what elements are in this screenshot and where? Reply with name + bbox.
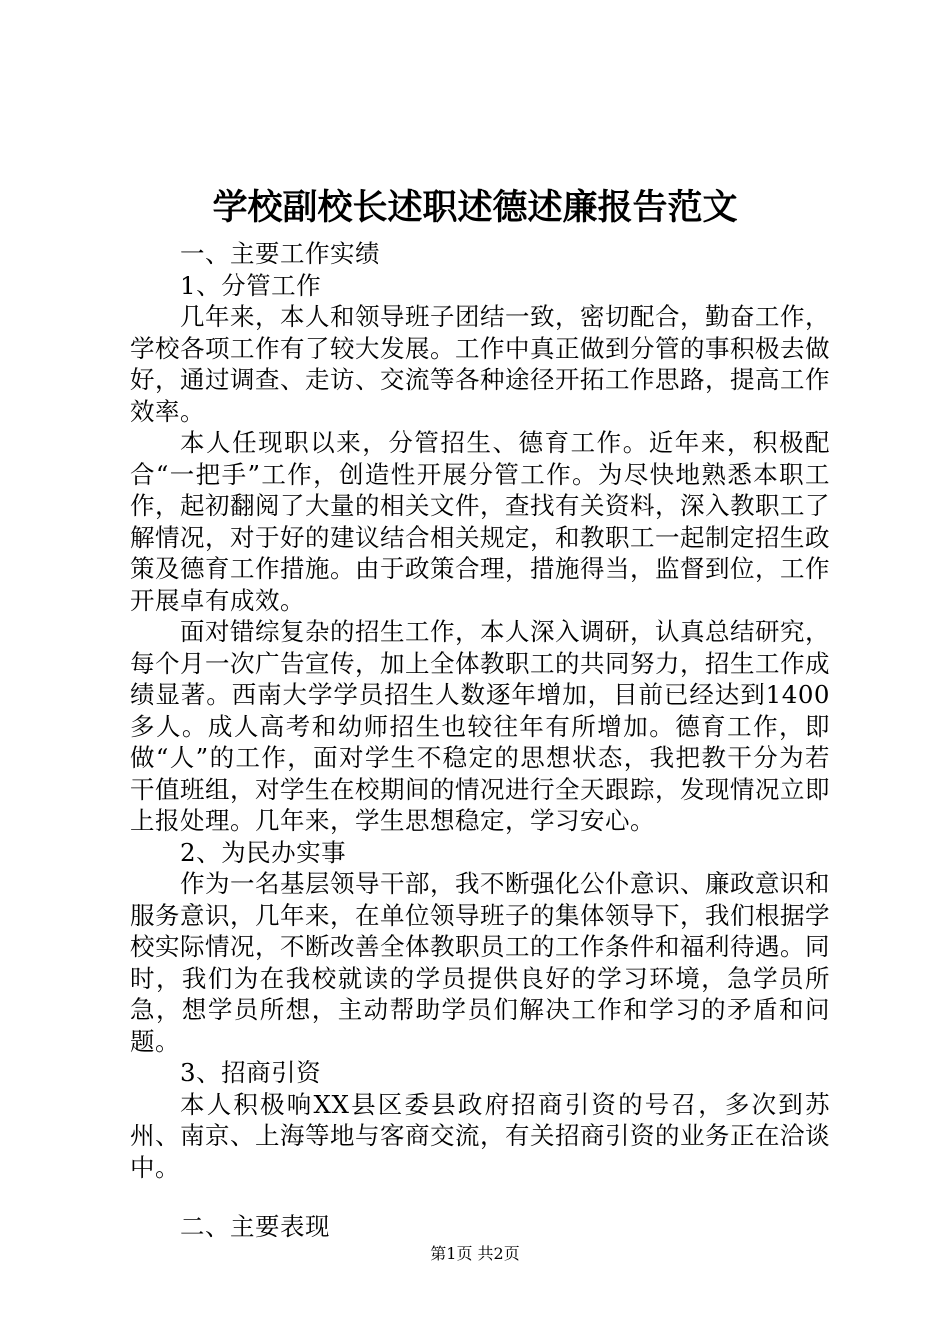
subsection-heading-investment: 3、招商引资 <box>180 1058 322 1087</box>
paragraph: 作为一名基层领导干部，我不断强化公仆意识、廉政意识和服务意识，几年来，在单位领导班子的集体领导下，我们根据学校实际情况，不断改善全体教职员工的工作条件和福利待遇。同时，我们为在我校就读的学员提供良好的学习环境，急学员所急，想学员所想，主动帮助学员们解决工作和学习的矛盾和问题。 <box>130 869 830 1056</box>
subsection-heading-practical-work: 2、为民办实事 <box>180 837 347 867</box>
paragraph-gap <box>130 1183 830 1211</box>
paragraph: 本人积极响XX县区委县政府招商引资的号召，多次到苏州、南京、上海等地与客商交流，有关招商引资的业务正在洽谈中。 <box>130 1089 830 1182</box>
section-heading-main-achievements: 一、主要工作实绩 <box>180 239 380 268</box>
section-heading-main-performance: 二、主要表现 <box>180 1212 330 1241</box>
document-body <box>130 238 830 1243</box>
document-title: 学校副校长述职述德述廉报告范文 <box>212 187 738 228</box>
paragraph: 几年来，本人和领导班子团结一致，密切配合，勤奋工作，学校各项工作有了较大发展。工作中真正做到分管的事积极去做好，通过调查、走访、交流等各种途径开拓工作思路，提高工作效率。 <box>130 302 830 426</box>
subsection-heading-managed-work: 1、分管工作 <box>180 270 322 300</box>
paragraph: 面对错综复杂的招生工作，本人深入调研，认真总结研究，每个月一次广告宣传，加上全体教职工的共同努力，招生工作成绩显著。西南大学学员招生人数逐年增加，目前已经达到1400多人。成人高考和幼师招生也较往年有所增加。德育工作，即做“人”的工作，面对学生不稳定的思想状态，我把教干分为若干值班组，对学生在校期间的情况进行全天跟踪，发现情况立即上报处理。几年来，学生思想稳定，学习安心。 <box>130 617 830 835</box>
paragraph: 本人任现职以来，分管招生、德育工作。近年来，积极配合“一把手”工作，创造性开展分管工作。为尽快地熟悉本职工作，起初翻阅了大量的相关文件，查找有关资料，深入教职工了解情况，对于好的建议结合相关规定，和教职工一起制定招生政策及德育工作措施。由于政策合理，措施得当，监督到位，工作开展卓有成效。 <box>130 428 830 615</box>
page-footer: 第1页 共2页 <box>430 1244 520 1263</box>
